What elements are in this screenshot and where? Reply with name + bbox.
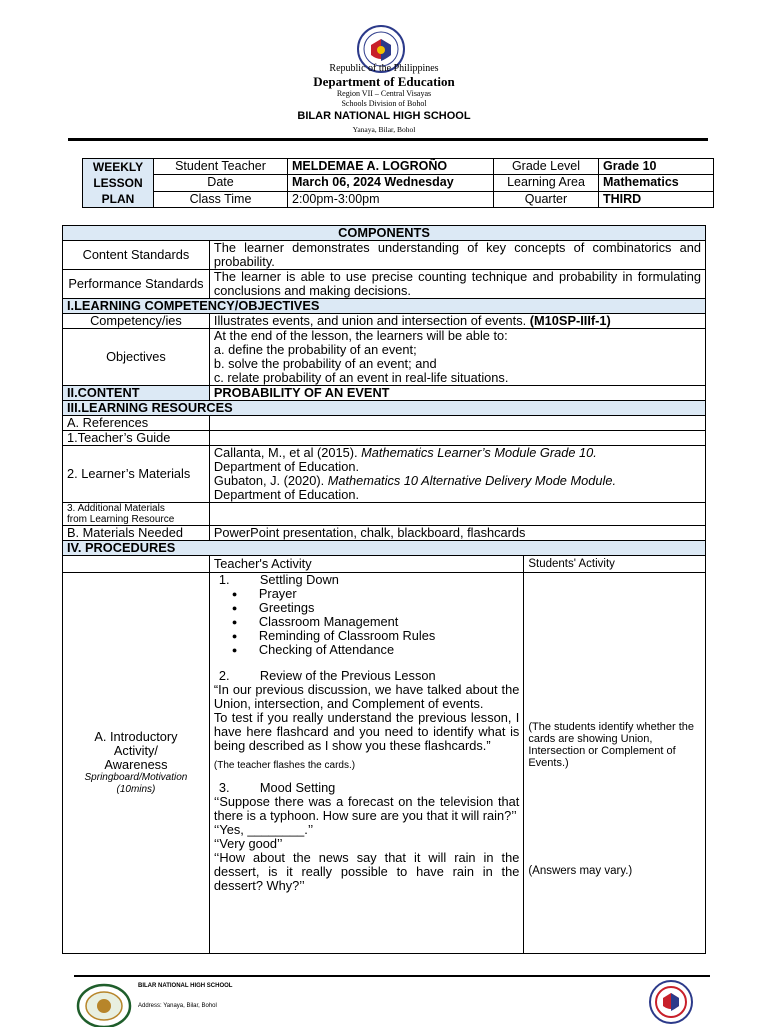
objective-item: b. solve the probability of an event; and <box>213 356 437 371</box>
mood-question-2: ‘‘How about the news say that it will rain in the dessert, is it really possible to have rain in the dessert? Why?’’ <box>213 850 520 893</box>
bullet-item: ● Reminding of Classroom Rules <box>214 629 519 643</box>
introductory-activity-label: A. Introductory Activity/ Awareness Springboard/Motivation (10mins) <box>63 573 210 954</box>
content-title: PROBABILITY OF AN EVENT <box>209 386 705 401</box>
bullet-item: ● Classroom Management <box>214 615 519 629</box>
objective-item: c. relate probability of an event in real-life situations. <box>213 370 509 385</box>
teachers-guide-label: 1.Teacher’s Guide <box>63 431 210 446</box>
references-value <box>209 416 705 431</box>
bullet-item: ● Prayer <box>214 587 519 601</box>
quarter-value: THIRD <box>599 191 714 207</box>
procedures-blank-cell <box>63 556 210 573</box>
objectives-intro: At the end of the lesson, the learners will be able to: <box>213 328 508 343</box>
learning-area-label: Learning Area <box>494 175 599 191</box>
class-time-value: 2:00pm-3:00pm <box>288 191 494 207</box>
school-name: BILAR NATIONAL HIGH SCHOOL <box>297 110 471 122</box>
country-line: Republic of the Philippines <box>329 63 439 74</box>
additional-materials-value <box>209 503 705 526</box>
step-mood-setting: 3. Mood Setting <box>218 780 336 795</box>
date-value: March 06, 2024 Wednesday <box>288 175 494 191</box>
weekly-lesson-plan-label: WEEKLY LESSON PLAN <box>83 159 154 208</box>
date-label: Date <box>154 175 288 191</box>
mood-answer-2: ‘‘Very good’’ <box>213 836 283 851</box>
footer-address: Address: Yanaya, Bilar, Bohol <box>138 1003 217 1009</box>
mood-question-1: ‘‘Suppose there was a forecast on the television that there is a typhoon. How sure are you that it will rain?’’ <box>213 794 520 823</box>
competency-text: Illustrates events, and union and intersection of events. (M10SP-IIIf-1) <box>209 314 705 329</box>
bullet-item: ● Checking of Attendance <box>214 643 519 657</box>
division-seal-icon <box>642 980 700 1024</box>
learning-area-value: Mathematics <box>599 175 714 191</box>
grade-level-value: Grade 10 <box>599 159 714 175</box>
section-procedures: IV. PROCEDURES <box>63 541 706 556</box>
teacher-activity-content <box>209 573 523 954</box>
objectives-list <box>209 329 705 386</box>
content-standards-text: The learner demonstrates understanding of key concepts of combinatorics and probability. <box>209 241 705 270</box>
grade-level-label: Grade Level <box>494 159 599 175</box>
section-learning-competency: I.LEARNING COMPETENCY/OBJECTIVES <box>63 299 706 314</box>
header-divider <box>68 138 708 141</box>
competency-code: (M10SP-IIIf-1) <box>529 313 611 328</box>
student-response-1: (The students identify whether the cards are showing Union, Intersection or Complement of Events.) <box>528 721 695 769</box>
materials-needed-label: B. Materials Needed <box>63 526 210 541</box>
competency-label: Competency/ies <box>63 314 210 329</box>
review-text: “In our previous discussion, we have talked about the Union, intersection, and Complement of events. <box>213 682 520 711</box>
quarter-label: Quarter <box>494 191 599 207</box>
performance-standards-text: The learner is able to use precise counting technique and probability in formulating conclusions and making decisions. <box>209 270 705 299</box>
school-address: Yanaya, Bilar, Bohol <box>352 125 416 134</box>
learners-materials-list: Callanta, M., et al (2015). Mathematics Learner’s Module Grade 10. Department of Education. Gubaton, J. (2020). Mathematics 10 Alternative Delivery Mode Module. Department of Education. <box>209 446 705 503</box>
teacher-activity-header: Teacher's Activity <box>209 556 523 573</box>
teachers-guide-value <box>209 431 705 446</box>
materials-needed-text: PowerPoint presentation, chalk, blackboard, flashcards <box>209 526 705 541</box>
learners-materials-label: 2. Learner’s Materials <box>63 446 210 503</box>
class-time-label: Class Time <box>154 191 288 207</box>
references-label: A. References <box>63 416 210 431</box>
department-title: Department of Education <box>313 74 455 89</box>
review-text-2: To test if you really understand the previous lesson, I have here flashcard and you need to identify what is being described as I show you these flashcards.” <box>213 710 520 753</box>
performance-standards-label: Performance Standards <box>63 270 210 299</box>
students-activity-content <box>524 573 706 954</box>
student-teacher-label: Student Teacher <box>154 159 288 175</box>
mood-answer-1: ‘‘Yes, ________.’’ <box>213 822 314 837</box>
student-response-2: (Answers may vary.) <box>528 865 633 877</box>
section-content: II.CONTENT <box>63 386 210 401</box>
footer-school-name: BILAR NATIONAL HIGH SCHOOL <box>138 983 233 989</box>
step-settling-down: 1. Settling Down <box>218 572 339 587</box>
students-activity-header: Students' Activity <box>524 556 706 573</box>
section-learning-resources: III.LEARNING RESOURCES <box>63 401 706 416</box>
objectives-label: Objectives <box>63 329 210 386</box>
content-standards-label: Content Standards <box>63 241 210 270</box>
step-review: 2. Review of the Previous Lesson <box>218 668 436 683</box>
additional-materials-label: 3. Additional Materials from Learning Resource <box>63 503 210 526</box>
teacher-note: (The teacher flashes the cards.) <box>213 760 356 771</box>
region-line: Region VII – Central Visayas <box>336 89 432 98</box>
components-header: COMPONENTS <box>63 226 706 241</box>
lesson-plan-table <box>62 225 706 954</box>
footer-divider <box>74 975 710 977</box>
school-seal-icon <box>76 981 132 1027</box>
student-teacher-value: MELDEMAE A. LOGROÑO <box>288 159 494 175</box>
division-line: Schools Division of Bohol <box>341 99 427 108</box>
bullet-item: ● Greetings <box>214 601 519 615</box>
lesson-info-table <box>82 158 714 208</box>
objective-item: a. define the probability of an event; <box>213 342 417 357</box>
